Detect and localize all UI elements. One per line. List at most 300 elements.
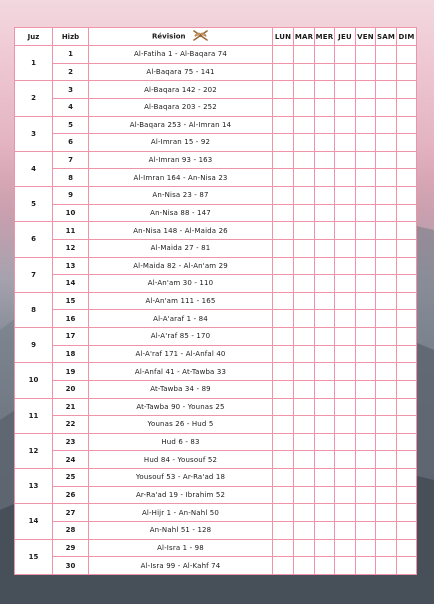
table-row	[15, 275, 417, 293]
checkbox-cell-ven[interactable]	[356, 98, 376, 116]
checkbox-cell-dim[interactable]	[397, 292, 417, 310]
checkbox-cell-mer[interactable]	[315, 116, 335, 134]
checkbox-cell-ven[interactable]	[356, 81, 376, 99]
checkbox-cell-sam[interactable]	[376, 292, 397, 310]
checkbox-cell-mar[interactable]	[294, 310, 315, 328]
revision-cell: Al-Imran 164 - An-Nisa 23	[89, 169, 273, 187]
checkbox-cell-jeu[interactable]	[335, 504, 356, 522]
hizb-cell: 22	[53, 416, 89, 434]
checkbox-cell-mar[interactable]	[294, 292, 315, 310]
checkbox-cell-mer[interactable]	[315, 46, 335, 64]
checkbox-cell-jeu[interactable]	[335, 81, 356, 99]
hizb-cell: 3	[53, 81, 89, 99]
table-header-row	[15, 28, 417, 46]
checkbox-cell-mer[interactable]	[315, 275, 335, 293]
checkbox-cell-sam[interactable]	[376, 363, 397, 381]
juz-cell: 8	[15, 292, 53, 327]
checkbox-cell-dim[interactable]	[397, 204, 417, 222]
revision-cell: An-Nahl 51 - 128	[89, 521, 273, 539]
checkbox-cell-mar[interactable]	[294, 451, 315, 469]
revision-planner-sheet	[14, 27, 416, 575]
checkbox-cell-lun[interactable]	[273, 292, 294, 310]
checkbox-cell-mer[interactable]	[315, 239, 335, 257]
hizb-cell: 30	[53, 557, 89, 575]
checkbox-cell-ven[interactable]	[356, 46, 376, 64]
table-row	[15, 169, 417, 187]
revision-cell: Younas 26 - Hud 5	[89, 416, 273, 434]
checkbox-cell-sam[interactable]	[376, 539, 397, 557]
checkbox-cell-dim[interactable]	[397, 557, 417, 575]
col-header-hizb: Hizb	[53, 28, 89, 46]
checkbox-cell-jeu[interactable]	[335, 151, 356, 169]
hizb-cell: 23	[53, 433, 89, 451]
checkbox-cell-sam[interactable]	[376, 63, 397, 81]
checkbox-cell-sam[interactable]	[376, 116, 397, 134]
checkbox-cell-mer[interactable]	[315, 81, 335, 99]
checkbox-cell-mar[interactable]	[294, 398, 315, 416]
checkbox-cell-jeu[interactable]	[335, 292, 356, 310]
table-row	[15, 310, 417, 328]
checkbox-cell-sam[interactable]	[376, 98, 397, 116]
checkbox-cell-lun[interactable]	[273, 46, 294, 64]
checkbox-cell-jeu[interactable]	[335, 345, 356, 363]
checkbox-cell-sam[interactable]	[376, 433, 397, 451]
table-row	[15, 380, 417, 398]
checkbox-cell-mar[interactable]	[294, 239, 315, 257]
checkbox-cell-ven[interactable]	[356, 134, 376, 152]
table-row	[15, 504, 417, 522]
checkbox-cell-jeu[interactable]	[335, 310, 356, 328]
checkbox-cell-lun[interactable]	[273, 433, 294, 451]
checkbox-cell-lun[interactable]	[273, 81, 294, 99]
checkbox-cell-jeu[interactable]	[335, 257, 356, 275]
checkbox-cell-mer[interactable]	[315, 345, 335, 363]
checkbox-cell-sam[interactable]	[376, 134, 397, 152]
hizb-cell: 5	[53, 116, 89, 134]
checkbox-cell-jeu[interactable]	[335, 63, 356, 81]
checkbox-cell-sam[interactable]	[376, 275, 397, 293]
revision-cell: Al-Baqara 253 - Al-Imran 14	[89, 116, 273, 134]
checkbox-cell-dim[interactable]	[397, 239, 417, 257]
checkbox-cell-sam[interactable]	[376, 81, 397, 99]
juz-cell: 10	[15, 363, 53, 398]
juz-cell: 5	[15, 187, 53, 222]
checkbox-cell-mar[interactable]	[294, 539, 315, 557]
checkbox-cell-ven[interactable]	[356, 187, 376, 205]
hizb-cell: 12	[53, 239, 89, 257]
checkbox-cell-dim[interactable]	[397, 363, 417, 381]
hizb-cell: 4	[53, 98, 89, 116]
checkbox-cell-ven[interactable]	[356, 363, 376, 381]
checkbox-cell-mar[interactable]	[294, 521, 315, 539]
hizb-cell: 13	[53, 257, 89, 275]
checkbox-cell-mar[interactable]	[294, 151, 315, 169]
col-header-mar: MAR	[294, 28, 315, 46]
checkbox-cell-mer[interactable]	[315, 151, 335, 169]
checkbox-cell-sam[interactable]	[376, 187, 397, 205]
checkbox-cell-dim[interactable]	[397, 169, 417, 187]
checkbox-cell-jeu[interactable]	[335, 275, 356, 293]
hizb-cell: 27	[53, 504, 89, 522]
checkbox-cell-sam[interactable]	[376, 345, 397, 363]
checkbox-cell-lun[interactable]	[273, 116, 294, 134]
checkbox-cell-dim[interactable]	[397, 380, 417, 398]
revision-cell: At-Tawba 90 - Younas 25	[89, 398, 273, 416]
checkbox-cell-mer[interactable]	[315, 469, 335, 487]
table-row	[15, 345, 417, 363]
checkbox-cell-sam[interactable]	[376, 310, 397, 328]
juz-cell: 7	[15, 257, 53, 292]
checkbox-cell-ven[interactable]	[356, 504, 376, 522]
checkbox-cell-dim[interactable]	[397, 416, 417, 434]
checkbox-cell-mar[interactable]	[294, 63, 315, 81]
col-header-juz: Juz	[15, 28, 53, 46]
checkbox-cell-ven[interactable]	[356, 521, 376, 539]
revision-cell: An-Nisa 88 - 147	[89, 204, 273, 222]
checkbox-cell-dim[interactable]	[397, 134, 417, 152]
checkbox-cell-lun[interactable]	[273, 239, 294, 257]
checkbox-cell-mer[interactable]	[315, 63, 335, 81]
checkbox-cell-mar[interactable]	[294, 222, 315, 240]
revision-cell: Al-Fatiha 1 - Al-Baqara 74	[89, 46, 273, 64]
checkbox-cell-ven[interactable]	[356, 433, 376, 451]
checkbox-cell-ven[interactable]	[356, 557, 376, 575]
checkbox-cell-mar[interactable]	[294, 275, 315, 293]
checkbox-cell-mer[interactable]	[315, 433, 335, 451]
table-row	[15, 416, 417, 434]
hizb-cell: 14	[53, 275, 89, 293]
checkbox-cell-ven[interactable]	[356, 416, 376, 434]
juz-cell: 9	[15, 328, 53, 363]
checkbox-cell-lun[interactable]	[273, 169, 294, 187]
checkbox-cell-ven[interactable]	[356, 275, 376, 293]
juz-cell: 3	[15, 116, 53, 151]
checkbox-cell-mer[interactable]	[315, 416, 335, 434]
checkbox-cell-sam[interactable]	[376, 557, 397, 575]
checkbox-cell-mer[interactable]	[315, 521, 335, 539]
checkbox-cell-jeu[interactable]	[335, 116, 356, 134]
revision-cell: Al-A'raf 85 - 170	[89, 328, 273, 346]
table-row	[15, 521, 417, 539]
revision-cell: An-Nisa 148 - Al-Maida 26	[89, 222, 273, 240]
checkbox-cell-ven[interactable]	[356, 469, 376, 487]
checkbox-cell-lun[interactable]	[273, 187, 294, 205]
checkbox-cell-mer[interactable]	[315, 187, 335, 205]
table-row	[15, 451, 417, 469]
checkbox-cell-dim[interactable]	[397, 81, 417, 99]
checkbox-cell-jeu[interactable]	[335, 222, 356, 240]
checkbox-cell-ven[interactable]	[356, 151, 376, 169]
checkbox-cell-ven[interactable]	[356, 222, 376, 240]
revision-cell: Al-A'raf 171 - Al-Anfal 40	[89, 345, 273, 363]
table-body	[15, 46, 417, 575]
revision-cell: Al-Baqara 203 - 252	[89, 98, 273, 116]
checkbox-cell-lun[interactable]	[273, 557, 294, 575]
checkbox-cell-dim[interactable]	[397, 433, 417, 451]
checkbox-cell-mer[interactable]	[315, 504, 335, 522]
checkbox-cell-jeu[interactable]	[335, 98, 356, 116]
checkbox-cell-jeu[interactable]	[335, 380, 356, 398]
checkbox-cell-lun[interactable]	[273, 98, 294, 116]
hizb-cell: 19	[53, 363, 89, 381]
checkbox-cell-dim[interactable]	[397, 469, 417, 487]
hizb-cell: 9	[53, 187, 89, 205]
checkbox-cell-dim[interactable]	[397, 486, 417, 504]
checkbox-cell-mar[interactable]	[294, 557, 315, 575]
checkbox-cell-dim[interactable]	[397, 345, 417, 363]
hizb-cell: 2	[53, 63, 89, 81]
checkbox-cell-sam[interactable]	[376, 416, 397, 434]
checkbox-cell-lun[interactable]	[273, 345, 294, 363]
checkbox-cell-sam[interactable]	[376, 222, 397, 240]
checkbox-cell-lun[interactable]	[273, 486, 294, 504]
checkbox-cell-jeu[interactable]	[335, 398, 356, 416]
checkbox-cell-lun[interactable]	[273, 204, 294, 222]
checkbox-cell-mer[interactable]	[315, 310, 335, 328]
checkbox-cell-lun[interactable]	[273, 451, 294, 469]
revision-cell: Al-Anfal 41 - At-Tawba 33	[89, 363, 273, 381]
checkbox-cell-sam[interactable]	[376, 398, 397, 416]
table-row	[15, 257, 417, 275]
checkbox-cell-jeu[interactable]	[335, 521, 356, 539]
checkbox-cell-jeu[interactable]	[335, 187, 356, 205]
checkbox-cell-mar[interactable]	[294, 169, 315, 187]
revision-cell: An-Nisa 23 - 87	[89, 187, 273, 205]
checkbox-cell-mer[interactable]	[315, 398, 335, 416]
checkbox-cell-lun[interactable]	[273, 380, 294, 398]
checkbox-cell-ven[interactable]	[356, 398, 376, 416]
table-row	[15, 46, 417, 64]
checkbox-cell-ven[interactable]	[356, 486, 376, 504]
checkbox-cell-dim[interactable]	[397, 151, 417, 169]
checkbox-cell-dim[interactable]	[397, 521, 417, 539]
checkbox-cell-mar[interactable]	[294, 345, 315, 363]
checkbox-cell-mar[interactable]	[294, 486, 315, 504]
checkbox-cell-lun[interactable]	[273, 134, 294, 152]
checkbox-cell-mar[interactable]	[294, 187, 315, 205]
checkbox-cell-mar[interactable]	[294, 134, 315, 152]
checkbox-cell-sam[interactable]	[376, 257, 397, 275]
checkbox-cell-sam[interactable]	[376, 469, 397, 487]
juz-cell: 1	[15, 46, 53, 81]
juz-cell: 11	[15, 398, 53, 433]
table-row	[15, 486, 417, 504]
table-row	[15, 469, 417, 487]
checkbox-cell-mer[interactable]	[315, 134, 335, 152]
revision-cell: Ar-Ra'ad 19 - Ibrahim 52	[89, 486, 273, 504]
checkbox-cell-mar[interactable]	[294, 416, 315, 434]
checkbox-cell-lun[interactable]	[273, 521, 294, 539]
checkbox-cell-ven[interactable]	[356, 116, 376, 134]
checkbox-cell-ven[interactable]	[356, 345, 376, 363]
checkbox-cell-ven[interactable]	[356, 310, 376, 328]
checkbox-cell-mer[interactable]	[315, 557, 335, 575]
checkbox-cell-mer[interactable]	[315, 486, 335, 504]
checkbox-cell-lun[interactable]	[273, 539, 294, 557]
checkbox-cell-dim[interactable]	[397, 187, 417, 205]
checkbox-cell-jeu[interactable]	[335, 239, 356, 257]
checkbox-cell-ven[interactable]	[356, 169, 376, 187]
checkbox-cell-sam[interactable]	[376, 169, 397, 187]
checkbox-cell-sam[interactable]	[376, 328, 397, 346]
hizb-cell: 15	[53, 292, 89, 310]
checkbox-cell-jeu[interactable]	[335, 539, 356, 557]
checkbox-cell-dim[interactable]	[397, 46, 417, 64]
hizb-cell: 11	[53, 222, 89, 240]
checkbox-cell-dim[interactable]	[397, 328, 417, 346]
table-row	[15, 134, 417, 152]
checkbox-cell-lun[interactable]	[273, 275, 294, 293]
checkbox-cell-dim[interactable]	[397, 504, 417, 522]
checkbox-cell-mar[interactable]	[294, 98, 315, 116]
checkbox-cell-mar[interactable]	[294, 116, 315, 134]
hizb-cell: 16	[53, 310, 89, 328]
checkbox-cell-sam[interactable]	[376, 451, 397, 469]
hizb-cell: 20	[53, 380, 89, 398]
hizb-cell: 28	[53, 521, 89, 539]
revision-cell: Al-Isra 99 - Al-Kahf 74	[89, 557, 273, 575]
table-row	[15, 116, 417, 134]
col-header-revision	[89, 28, 273, 46]
checkbox-cell-dim[interactable]	[397, 222, 417, 240]
checkbox-cell-jeu[interactable]	[335, 433, 356, 451]
checkbox-cell-mar[interactable]	[294, 328, 315, 346]
table-row	[15, 222, 417, 240]
checkbox-cell-mar[interactable]	[294, 363, 315, 381]
checkbox-cell-lun[interactable]	[273, 63, 294, 81]
hizb-cell: 1	[53, 46, 89, 64]
checkbox-cell-ven[interactable]	[356, 257, 376, 275]
checkbox-cell-dim[interactable]	[397, 116, 417, 134]
table-row	[15, 398, 417, 416]
hizb-cell: 24	[53, 451, 89, 469]
revision-cell: Yousouf 53 - Ar-Ra'ad 18	[89, 469, 273, 487]
checkbox-cell-mar[interactable]	[294, 204, 315, 222]
checkbox-cell-ven[interactable]	[356, 328, 376, 346]
checkbox-cell-ven[interactable]	[356, 239, 376, 257]
table-row	[15, 204, 417, 222]
checkbox-cell-jeu[interactable]	[335, 204, 356, 222]
checkbox-cell-sam[interactable]	[376, 504, 397, 522]
checkbox-cell-dim[interactable]	[397, 398, 417, 416]
table-row	[15, 239, 417, 257]
revision-cell: Al-An'am 111 - 165	[89, 292, 273, 310]
col-header-revision-label: Révision	[152, 32, 186, 41]
hizb-cell: 26	[53, 486, 89, 504]
hizb-cell: 8	[53, 169, 89, 187]
checkbox-cell-mer[interactable]	[315, 539, 335, 557]
checkbox-cell-mar[interactable]	[294, 46, 315, 64]
checkbox-cell-mar[interactable]	[294, 257, 315, 275]
checkbox-cell-mer[interactable]	[315, 98, 335, 116]
checkbox-cell-sam[interactable]	[376, 521, 397, 539]
table-row	[15, 81, 417, 99]
checkbox-cell-jeu[interactable]	[335, 416, 356, 434]
checkbox-cell-jeu[interactable]	[335, 451, 356, 469]
juz-cell: 13	[15, 469, 53, 504]
checkbox-cell-ven[interactable]	[356, 539, 376, 557]
checkbox-cell-sam[interactable]	[376, 46, 397, 64]
checkbox-cell-lun[interactable]	[273, 398, 294, 416]
checkbox-cell-lun[interactable]	[273, 469, 294, 487]
checkbox-cell-mer[interactable]	[315, 222, 335, 240]
checkbox-cell-mar[interactable]	[294, 504, 315, 522]
col-header-dim: DIM	[397, 28, 417, 46]
checkbox-cell-ven[interactable]	[356, 204, 376, 222]
checkbox-cell-sam[interactable]	[376, 380, 397, 398]
checkbox-cell-dim[interactable]	[397, 451, 417, 469]
checkbox-cell-sam[interactable]	[376, 486, 397, 504]
checkbox-cell-lun[interactable]	[273, 328, 294, 346]
checkbox-cell-mer[interactable]	[315, 169, 335, 187]
hizb-cell: 6	[53, 134, 89, 152]
checkbox-cell-mer[interactable]	[315, 451, 335, 469]
checkbox-cell-dim[interactable]	[397, 275, 417, 293]
revision-cell: Al-Imran 15 - 92	[89, 134, 273, 152]
checkbox-cell-ven[interactable]	[356, 380, 376, 398]
checkbox-cell-jeu[interactable]	[335, 363, 356, 381]
juz-cell: 15	[15, 539, 53, 575]
checkbox-cell-lun[interactable]	[273, 222, 294, 240]
checkbox-cell-dim[interactable]	[397, 310, 417, 328]
checkbox-cell-jeu[interactable]	[335, 46, 356, 64]
checkbox-cell-ven[interactable]	[356, 63, 376, 81]
checkbox-cell-dim[interactable]	[397, 539, 417, 557]
juz-cell: 4	[15, 151, 53, 186]
checkbox-cell-mer[interactable]	[315, 380, 335, 398]
juz-cell: 2	[15, 81, 53, 116]
checkbox-cell-lun[interactable]	[273, 151, 294, 169]
checkbox-cell-lun[interactable]	[273, 310, 294, 328]
checkbox-cell-mar[interactable]	[294, 81, 315, 99]
checkbox-cell-mar[interactable]	[294, 380, 315, 398]
checkbox-cell-sam[interactable]	[376, 204, 397, 222]
checkbox-cell-jeu[interactable]	[335, 486, 356, 504]
checkbox-cell-jeu[interactable]	[335, 557, 356, 575]
checkbox-cell-mar[interactable]	[294, 433, 315, 451]
checkbox-cell-mar[interactable]	[294, 469, 315, 487]
col-header-mer: MER	[315, 28, 335, 46]
open-quran-icon	[192, 30, 209, 43]
checkbox-cell-ven[interactable]	[356, 451, 376, 469]
checkbox-cell-mer[interactable]	[315, 328, 335, 346]
checkbox-cell-lun[interactable]	[273, 257, 294, 275]
col-header-ven: VEN	[356, 28, 376, 46]
checkbox-cell-dim[interactable]	[397, 257, 417, 275]
table-row	[15, 363, 417, 381]
col-header-lun: LUN	[273, 28, 294, 46]
checkbox-cell-jeu[interactable]	[335, 469, 356, 487]
table-row	[15, 187, 417, 205]
checkbox-cell-ven[interactable]	[356, 292, 376, 310]
checkbox-cell-jeu[interactable]	[335, 328, 356, 346]
checkbox-cell-lun[interactable]	[273, 416, 294, 434]
checkbox-cell-sam[interactable]	[376, 239, 397, 257]
checkbox-cell-sam[interactable]	[376, 151, 397, 169]
checkbox-cell-dim[interactable]	[397, 98, 417, 116]
checkbox-cell-dim[interactable]	[397, 63, 417, 81]
checkbox-cell-lun[interactable]	[273, 363, 294, 381]
checkbox-cell-mer[interactable]	[315, 363, 335, 381]
checkbox-cell-jeu[interactable]	[335, 169, 356, 187]
checkbox-cell-lun[interactable]	[273, 504, 294, 522]
checkbox-cell-mer[interactable]	[315, 204, 335, 222]
checkbox-cell-mer[interactable]	[315, 257, 335, 275]
checkbox-cell-mer[interactable]	[315, 292, 335, 310]
checkbox-cell-jeu[interactable]	[335, 134, 356, 152]
revision-cell: Al-Maida 27 - 81	[89, 239, 273, 257]
col-header-jeu: JEU	[335, 28, 356, 46]
